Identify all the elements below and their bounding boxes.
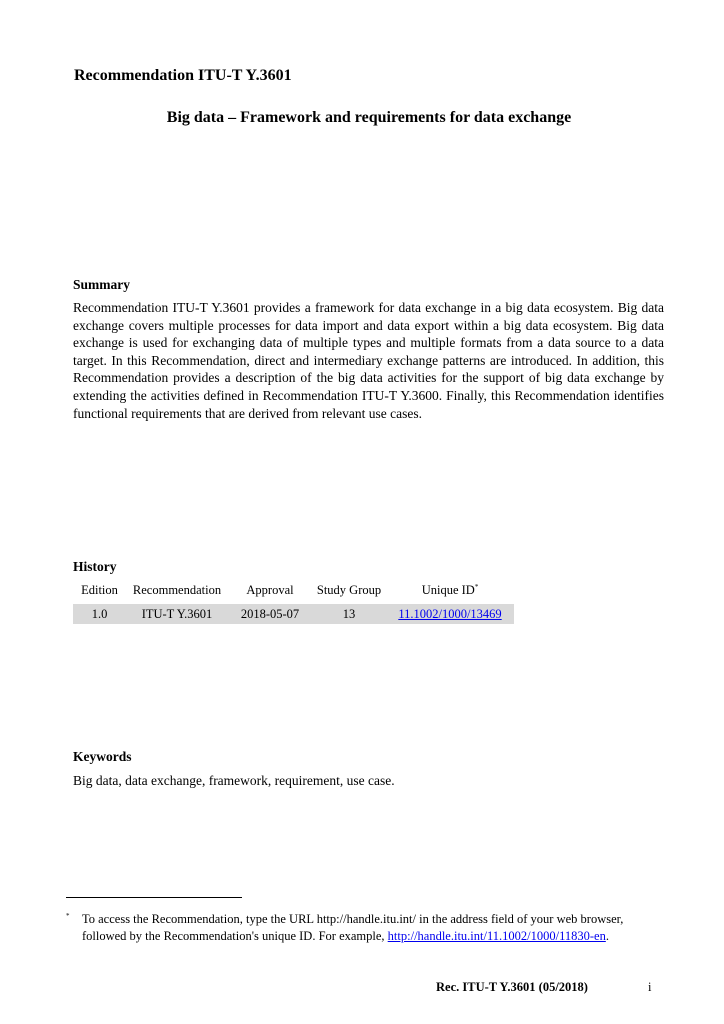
history-table <box>73 582 514 624</box>
cell-study-group: 13 <box>312 604 386 624</box>
footnote-example-link[interactable]: http://handle.itu.int/11.1002/1000/11830-en <box>387 929 606 943</box>
footnote-text <box>82 911 662 945</box>
keywords-heading: Keywords <box>73 749 132 764</box>
col-unique-id-label: Unique ID <box>421 582 475 597</box>
col-approval: Approval <box>246 582 294 597</box>
unique-id-footnote-marker[interactable]: * <box>474 582 479 591</box>
keywords-text: Big data, data exchange, framework, requirement, use case. <box>73 773 395 788</box>
summary-text: Recommendation ITU-T Y.3601 provides a framework for data exchange in a big data ecosystem. Big data exchange covers multiple processes for data import and data export within a big data ecosystem. Big data exchange is used for exchanging data of multiple types and multiple formats from a data source to a data target. In this Recommendation, direct and intermediary exchange patterns are introduced. In addition, this Recommendation provides a description of the big data activities for the support of big data exchange by extending the activities defined in Recommendation ITU-T Y.3600. Finally, this Recommendation identifies functional requirements that are derived from relevant use cases. <box>73 300 664 421</box>
footnote-body: To access the Recommendation, type the URL http://handle.itu.int/ in the address field of your web browser, followed by the Recommendation's unique ID. For example, <box>82 912 624 943</box>
col-recommendation: Recommendation <box>132 582 222 597</box>
cell-approval: 2018-05-07 <box>228 604 312 624</box>
table-row <box>73 604 514 624</box>
unique-id-link[interactable]: 11.1002/1000/13469 <box>398 606 502 621</box>
footer-reference: Rec. ITU-T Y.3601 (05/2018) <box>436 980 588 994</box>
summary-heading: Summary <box>73 277 130 292</box>
cell-recommendation: ITU-T Y.3601 <box>126 604 228 624</box>
history-heading: History <box>73 559 117 574</box>
document-title: Recommendation ITU-T Y.3601 <box>74 67 292 84</box>
page-number: i <box>648 980 652 994</box>
document-subtitle: Big data – Framework and requirements for data exchange <box>166 109 572 126</box>
footnote-end: . <box>605 929 609 943</box>
col-unique-id <box>386 582 514 604</box>
cell-edition: 1.0 <box>73 604 126 624</box>
col-study-group: Study Group <box>316 582 382 597</box>
footnote-marker: * <box>66 912 70 920</box>
col-edition: Edition <box>81 582 118 597</box>
history-header-row <box>73 582 514 604</box>
cell-unique-id <box>386 604 514 624</box>
footnote-divider <box>66 897 242 898</box>
